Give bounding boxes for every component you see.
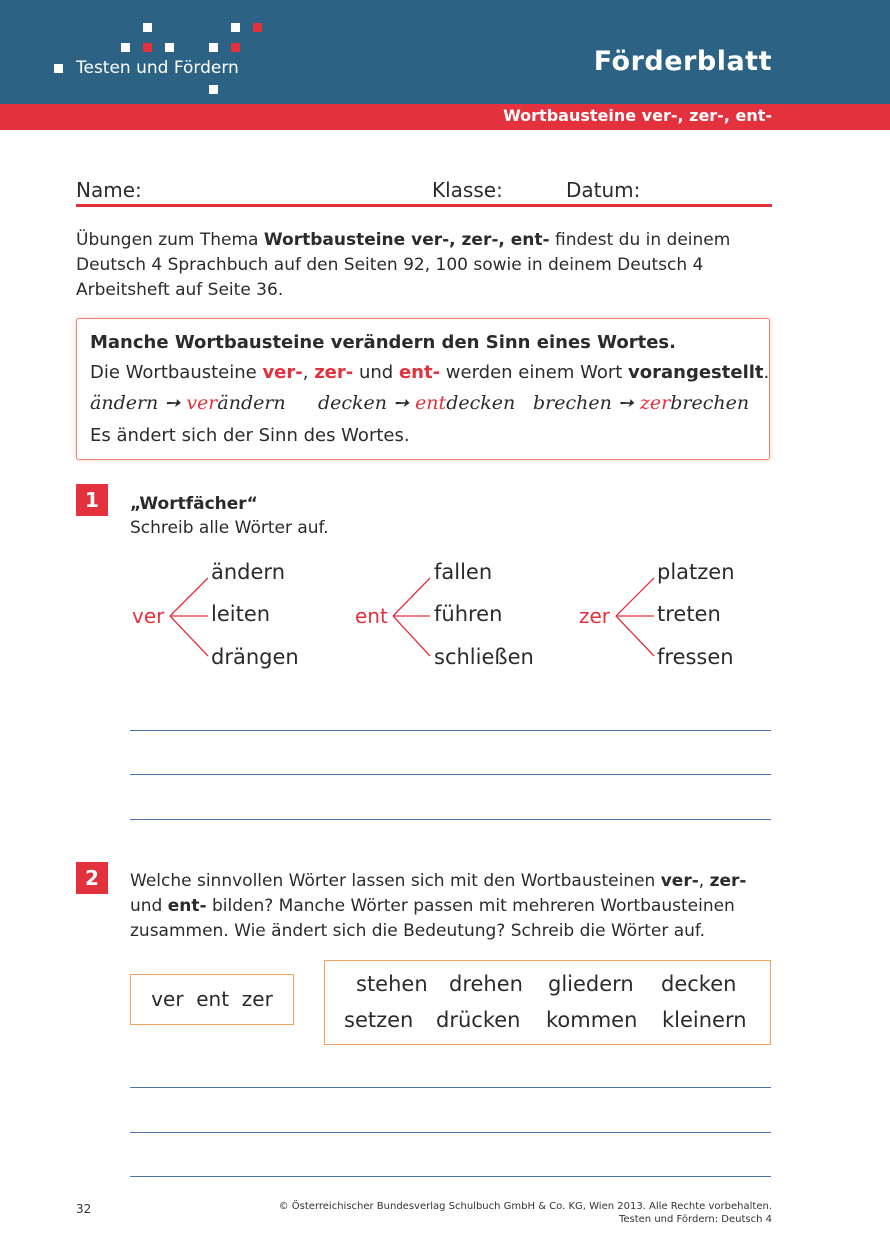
rule-line-2: Die Wortbausteine ver-, zer- und ent- werden einem Wort vorangestellt. <box>90 362 770 383</box>
rule-heading: Manche Wortbausteine verändern den Sinn eines Wortes. <box>90 332 676 353</box>
word-box-item: drehen <box>449 972 523 996</box>
word-box-item: setzen <box>344 1008 414 1032</box>
writing-line[interactable] <box>130 774 771 775</box>
word-box-item: gliedern <box>548 972 634 996</box>
fan-2-prefix: ent <box>355 604 388 628</box>
klasse-label: Klasse: <box>432 178 503 202</box>
fan-1-word-3: drängen <box>211 645 299 669</box>
rule-last: Es ändert sich der Sinn des Wortes. <box>90 425 410 446</box>
datum-label: Datum: <box>566 178 641 202</box>
fan-3-prefix: zer <box>579 604 611 628</box>
brand-name: Testen und Fördern <box>76 58 239 78</box>
fan-2-word-2: führen <box>434 602 503 626</box>
page-title: Förderblatt <box>593 46 772 77</box>
writing-line[interactable] <box>130 1087 771 1088</box>
page-subtitle: Wortbausteine ver-, zer-, ent- <box>503 106 772 125</box>
name-underline <box>76 204 772 207</box>
fan-1-word-2: leiten <box>211 602 271 626</box>
task-1-instruction: Schreib alle Wörter auf. <box>130 518 329 538</box>
logo-squares <box>0 0 300 100</box>
intro-text: Übungen zum Thema Wortbausteine ver-, zer-, ent- findest du in deinem Deutsch 4 Sprachbuch auf den Seiten 92, 100 sowie in deinem Deutsch 4 Arbeitsheft auf Seite 36. <box>76 230 731 300</box>
page-number: 32 <box>76 1202 92 1216</box>
task-1-title: „Wortfächer“ <box>130 494 258 514</box>
task-2-number: 2 <box>76 862 108 894</box>
name-label: Name: <box>76 178 142 202</box>
word-box-item: kleinern <box>662 1008 747 1032</box>
writing-line[interactable] <box>130 1176 771 1177</box>
prefix-box <box>130 974 294 1025</box>
fan-3-word-1: platzen <box>657 560 735 584</box>
series-name: Testen und Fördern: Deutsch 4 <box>618 1214 772 1225</box>
writing-line[interactable] <box>130 819 771 820</box>
rule-example-2: decken ➙ entdecken <box>318 392 516 414</box>
brand-bullet <box>54 64 63 73</box>
fan-1-word-1: ändern <box>211 560 286 584</box>
rule-example-3: brechen ➙ zerbrechen <box>533 392 750 414</box>
task-1-number: 1 <box>76 484 108 516</box>
fan-3-word-2: treten <box>657 602 721 626</box>
writing-line[interactable] <box>130 1132 771 1133</box>
fan-2-word-1: fallen <box>434 560 493 584</box>
fan-1-prefix: ver <box>132 604 165 628</box>
word-box-item: stehen <box>356 972 428 996</box>
word-box-item: drücken <box>436 1008 521 1032</box>
fan-2-word-3: schließen <box>434 645 534 669</box>
rule-examples: ändern ➙ verändern <box>90 392 286 414</box>
prefix-box-text: ver ent zer <box>151 987 273 1011</box>
word-box-item: decken <box>661 972 737 996</box>
fan-3-word-3: fressen <box>657 645 734 669</box>
copyright: © Österreichischer Bundesverlag Schulbuch GmbH & Co. KG, Wien 2013. Alle Rechte vorbehalten. <box>278 1201 772 1212</box>
word-box-item: kommen <box>546 1008 638 1032</box>
task-2-instruction: Welche sinnvollen Wörter lassen sich mit den Wortbausteinen ver-, zer- und ent- bilden? Manche Wörter passen mit mehreren Wortbausteinen zusammen. Wie ändert sich die Bedeutung? Schreib die Wörter auf. <box>130 871 747 941</box>
writing-line[interactable] <box>130 730 771 731</box>
